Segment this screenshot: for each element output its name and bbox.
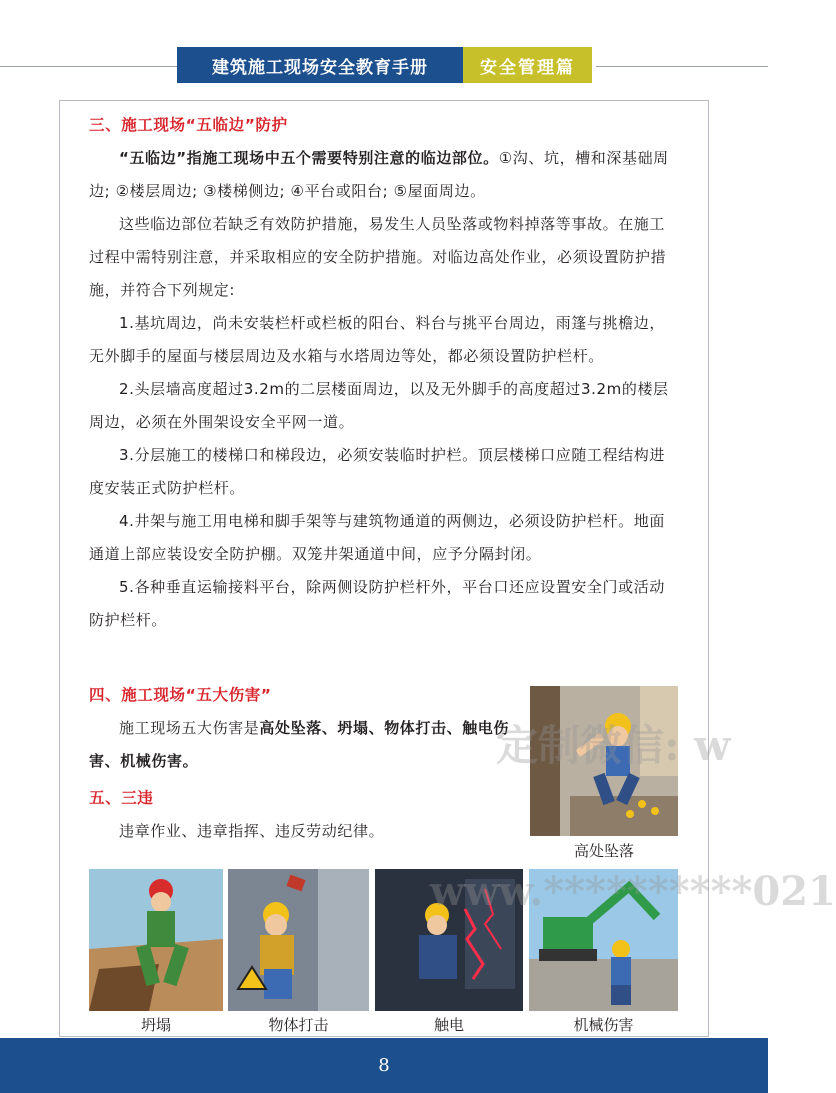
caption-collapse: 坍塌 bbox=[140, 1016, 171, 1034]
section-5-heading: 五、三违 bbox=[89, 789, 154, 807]
page-number: 8 bbox=[378, 1055, 390, 1076]
footer-bar bbox=[0, 1038, 768, 1093]
section-3-intro bbox=[89, 142, 679, 208]
header-section: 安全管理篇 bbox=[463, 47, 592, 83]
section-3-intro-bold: “五临边”指施工现场中五个需要特别注意的临边部位。 bbox=[119, 149, 499, 167]
rule-4: 4.井架与施工用电梯和脚手架等与建筑物通道的两侧边，必须设防护栏杆。地面通道上部应装设安全防护棚。双笼井架通道中间，应予分隔封闭。 bbox=[89, 512, 665, 563]
section-4 bbox=[89, 679, 509, 848]
strike-illustration bbox=[228, 869, 369, 1011]
collapse-illustration bbox=[89, 869, 223, 1011]
header-banner bbox=[177, 47, 592, 83]
section-3-heading: 三、施工现场“五临边”防护 bbox=[89, 116, 288, 134]
section-4-lead: 施工现场五大伤害是 bbox=[119, 719, 260, 737]
header-rule-right bbox=[596, 66, 768, 67]
header-rule-left bbox=[0, 66, 180, 67]
section-4-text bbox=[89, 712, 509, 778]
caption-machine: 机械伤害 bbox=[573, 1016, 634, 1034]
section-3 bbox=[89, 109, 679, 637]
watermark-line-1: 定制微信: w bbox=[496, 721, 731, 770]
caption-strike: 物体打击 bbox=[268, 1016, 329, 1034]
section-5-text: 违章作业、违章指挥、违反劳动纪律。 bbox=[119, 822, 385, 840]
watermark-line-2: www.**********021 bbox=[430, 868, 836, 915]
caption-fall: 高处坠落 bbox=[573, 842, 634, 860]
rule-5: 5.各种垂直运输接料平台，除两侧设防护栏杆外，平台口还应设置安全门或活动防护栏杆。 bbox=[89, 578, 665, 629]
caption-electric: 触电 bbox=[433, 1016, 464, 1034]
rule-1: 1.基坑周边，尚未安装栏杆或栏板的阳台、料台与挑平台周边，雨篷与挑檐边，无外脚手的屋面与楼层周边及水箱与水塔周边等处，都必须设置防护栏杆。 bbox=[89, 314, 665, 365]
header-title: 建筑施工现场安全教育手册 bbox=[177, 47, 463, 83]
rule-2: 2.头层墙高度超过3.2m的二层楼面周边，以及无外脚手的高度超过3.2m的楼层周边，必须在外围架设安全平网一道。 bbox=[89, 380, 669, 431]
section-4-heading: 四、施工现场“五大伤害” bbox=[89, 686, 272, 704]
rule-3: 3.分层施工的楼梯口和梯段边，必须安装临时护栏。顶层楼梯口应随工程结构进度安装正式防护栏杆。 bbox=[89, 446, 665, 497]
section-3-paragraph: 这些临边部位若缺乏有效防护措施，易发生人员坠落或物料掉落等事故。在施工过程中需特别注意，并采取相应的安全防护措施。对临边高处作业，必须设置防护措施，并符合下列规定: bbox=[89, 215, 667, 299]
section-4-injuries: 高处坠落、坍塌、物体打击、触电伤害、机械伤害。 bbox=[89, 719, 510, 770]
section-3-intro-rest: ①沟、坑，槽和深基础周边; ②楼层周边; ③楼梯侧边; ④平台或阳台; ⑤屋面周边。 bbox=[89, 149, 669, 200]
